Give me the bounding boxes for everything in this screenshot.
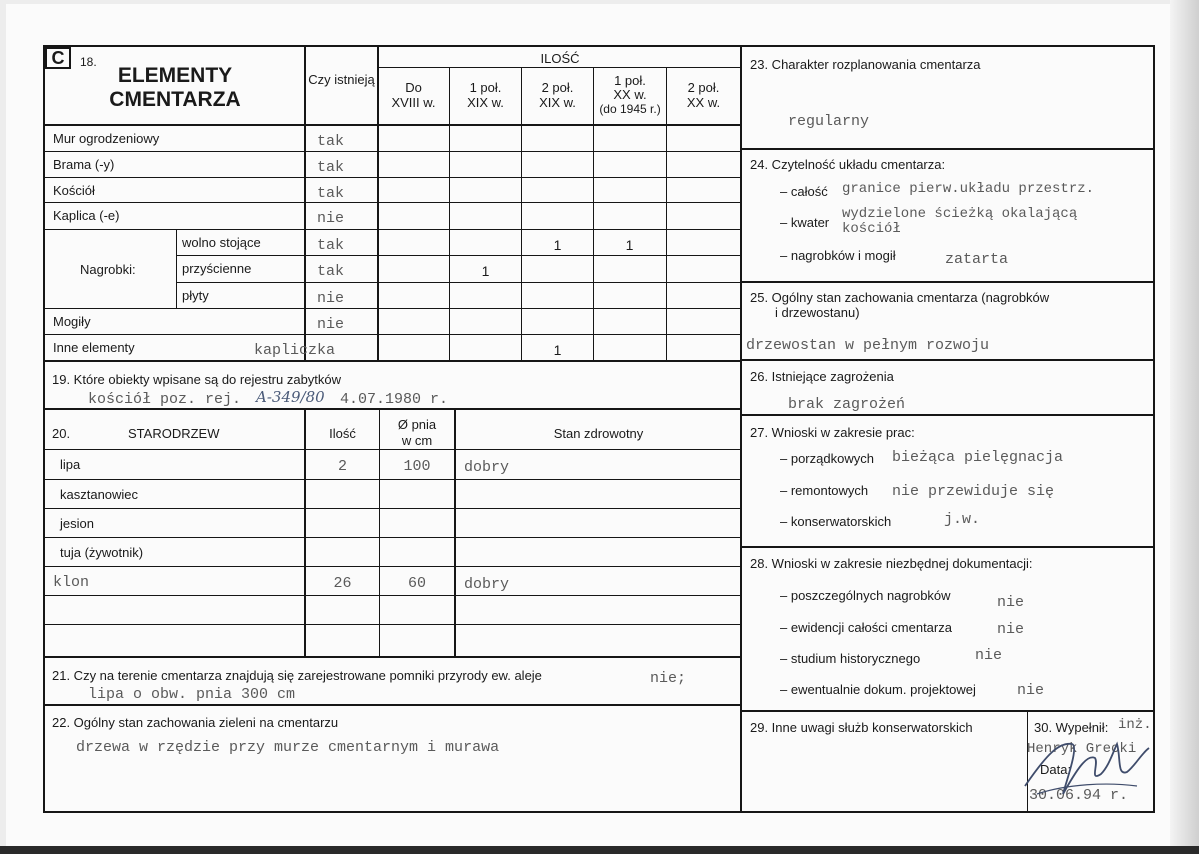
paper-edge xyxy=(1170,0,1199,854)
signature xyxy=(1017,724,1157,804)
period-header-4-l3: (do 1945 r.) xyxy=(599,102,661,116)
element-exists-value: tak xyxy=(317,237,345,254)
threats-value: brak zagrożeń xyxy=(788,396,906,413)
element-row-label: Mur ogrodzeniowy xyxy=(53,131,160,146)
period-header-3-l1: 2 poł. xyxy=(541,80,574,95)
tree-species: tuja (żywotnik) xyxy=(60,545,144,560)
period-header-3-l2: XIX w. xyxy=(539,95,576,110)
section-20-number: 20. xyxy=(52,426,71,441)
element-quantity-cell: 1 xyxy=(553,237,562,253)
period-header-1-l1: Do xyxy=(405,80,422,95)
doc-graves-label: – poszczególnych nagrobków xyxy=(780,588,951,603)
element-row-label: płyty xyxy=(182,288,209,303)
legibility-whole-label: – całość xyxy=(780,184,828,199)
period-header-5-l2: XX w. xyxy=(686,95,721,110)
works-conservation-value: j.w. xyxy=(944,511,981,528)
legibility-label: 24. Czytelność układu cmentarza: xyxy=(750,157,946,172)
tree-species: lipa xyxy=(60,457,81,472)
doc-graves-value: nie xyxy=(997,594,1025,611)
elements-title-line1: ELEMENTY xyxy=(117,64,233,87)
doc-history-label: – studium historycznego xyxy=(780,651,921,666)
tree-diam: 100 xyxy=(403,458,431,475)
nature-monuments-label: 21. Czy na terenie cmentarza znajdują się zarejestrowane pomniki przyrody ew. aleje xyxy=(52,668,542,683)
layout-character-value: regularny xyxy=(788,113,870,130)
filled-by-name: Henryk Grecki xyxy=(1027,741,1137,757)
legibility-quarters-label: – kwater xyxy=(780,215,830,230)
element-row-label: Kościół xyxy=(53,183,95,198)
doc-records-label: – ewidencji całości cmentarza xyxy=(780,620,952,635)
nature-monuments-answer: nie; xyxy=(650,670,687,687)
element-row-label: Kaplica (-e) xyxy=(53,208,120,223)
legibility-whole-value: granice pierw.układu przestrz. xyxy=(842,181,1095,197)
nagrobki-label: Nagrobki: xyxy=(80,262,136,277)
period-header-4-l1: 1 poł. xyxy=(614,73,646,88)
scan-edge xyxy=(0,846,1199,854)
period-header-2-l2: XIX w. xyxy=(467,95,504,110)
register-value: kościół poz. rej. xyxy=(88,391,242,408)
element-quantity-cell: 1 xyxy=(553,342,562,358)
works-cleanup-value: bieżąca pielęgnacja xyxy=(892,449,1064,466)
element-row-label: Inne elementy xyxy=(53,340,135,355)
legibility-graves-value: zatarta xyxy=(945,251,1009,268)
tree-health: dobry xyxy=(464,576,510,593)
works-repair-value: nie przewiduje się xyxy=(892,483,1055,500)
nature-monuments-value: lipa o obw. pnia 300 cm xyxy=(88,686,296,703)
legibility-quarters-value-2: kościół xyxy=(842,221,901,237)
doc-design-label: – ewentualnie dokum. projektowej xyxy=(780,682,976,697)
legibility-graves-label: – nagrobków i mogił xyxy=(780,248,896,263)
trees-diam-header-1: Ø pnia xyxy=(397,417,437,432)
greenery-label: 22. Ogólny stan zachowania zieleni na cmentarzu xyxy=(52,715,339,730)
works-repair-label: – remontowych xyxy=(780,483,869,498)
works-label: 27. Wnioski w zakresie prac: xyxy=(750,425,915,440)
element-exists-value: tak xyxy=(317,159,345,176)
period-header-2-l1: 1 poł. xyxy=(469,80,502,95)
period-header-5-l1: 2 poł. xyxy=(687,80,720,95)
section-number: 18. xyxy=(80,55,97,69)
exists-column-header: Czy istnieją xyxy=(308,72,375,87)
tree-species: kasztanowiec xyxy=(60,487,139,502)
tree-species: jesion xyxy=(60,516,94,531)
trees-health-header: Stan zdrowotny xyxy=(553,426,644,441)
greenery-value: drzewa w rzędzie przy murze cmentarnym i murawa xyxy=(76,739,500,756)
documentation-label: 28. Wnioski w zakresie niezbędnej dokumentacji: xyxy=(750,556,1033,571)
doc-history-value: nie xyxy=(975,647,1003,664)
works-cleanup-label: – porządkowych xyxy=(780,451,874,466)
other-remarks-label: 29. Inne uwagi służb konserwatorskich xyxy=(750,720,973,735)
register-date: 4.07.1980 r. xyxy=(340,391,449,408)
tree-diam: 60 xyxy=(407,575,426,592)
trees-qty-header: Ilość xyxy=(329,426,356,441)
section-letter: C xyxy=(51,48,65,68)
doc-records-value: nie xyxy=(997,621,1025,638)
layout-character-label: 23. Charakter rozplanowania cmentarza xyxy=(750,57,981,72)
element-row-label: wolno stojące xyxy=(182,235,261,250)
works-conservation-label: – konserwatorskich xyxy=(780,514,892,529)
legibility-quarters-value: wydzielone ścieżką okalającą xyxy=(842,206,1078,222)
elements-title-line2: CMENTARZA xyxy=(109,88,241,111)
element-exists-value: kapliczka xyxy=(254,342,336,359)
doc-design-value: nie xyxy=(1017,682,1045,699)
element-exists-value: nie xyxy=(317,210,345,227)
preservation-value: drzewostan w pełnym rozwoju xyxy=(746,337,990,354)
register-number-handwritten: A-349/80 xyxy=(256,388,325,406)
filled-by-label: 30. Wypełnił: xyxy=(1034,720,1109,735)
element-quantity-cell: 1 xyxy=(625,237,634,253)
trees-diam-header-2: w cm xyxy=(401,433,433,448)
period-header-1-l2: XVIII w. xyxy=(391,95,436,110)
preservation-label-2: i drzewostanu) xyxy=(775,305,860,320)
period-header-4-l2: XX w. xyxy=(613,87,647,102)
element-exists-value: tak xyxy=(317,133,345,150)
element-row-label: Mogiły xyxy=(53,314,91,329)
element-exists-value: nie xyxy=(317,290,345,307)
old-trees-title: STARODRZEW xyxy=(128,426,220,441)
filled-by-title: inż. xyxy=(1118,717,1152,733)
register-label: 19. Które obiekty wpisane są do rejestru zabytków xyxy=(52,372,342,387)
element-quantity-cell: 1 xyxy=(481,263,490,279)
quantity-header: ILOŚĆ xyxy=(540,51,580,66)
tree-species: klon xyxy=(53,574,90,591)
tree-health: dobry xyxy=(464,459,510,476)
element-exists-value: tak xyxy=(317,263,345,280)
threats-label: 26. Istniejące zagrożenia xyxy=(750,369,894,384)
element-exists-value: tak xyxy=(317,185,345,202)
tree-qty: 2 xyxy=(337,458,347,475)
tree-qty: 26 xyxy=(333,575,352,592)
element-row-label: przyścienne xyxy=(182,261,252,276)
date-label: Data: xyxy=(1040,762,1072,777)
element-exists-value: nie xyxy=(317,316,345,333)
preservation-label-1: 25. Ogólny stan zachowania cmentarza (nagrobków xyxy=(750,290,1050,305)
element-row-label: Brama (-y) xyxy=(53,157,115,172)
date-value: 30.06.94 r. xyxy=(1029,787,1129,804)
